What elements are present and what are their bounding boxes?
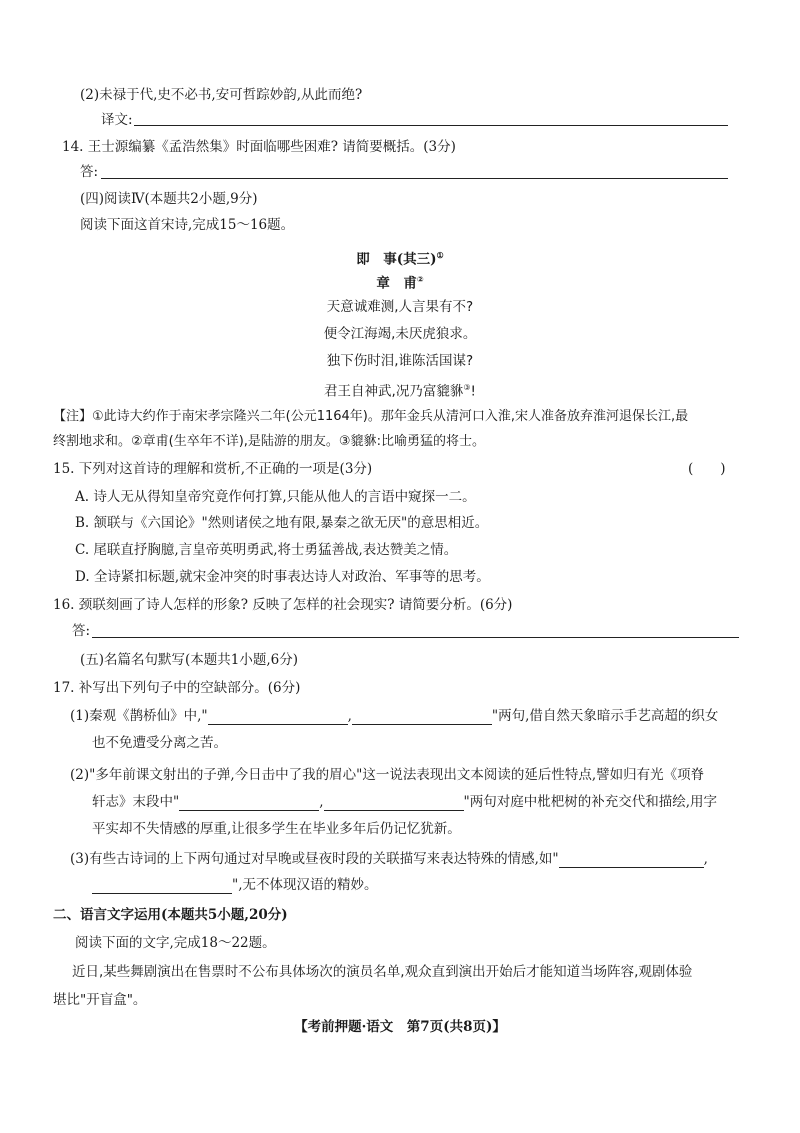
- q17-2-blank-2[interactable]: [324, 796, 464, 811]
- q17-1-prefix: (1)秦观《鹊桥仙》中,": [70, 708, 208, 724]
- notes-line-2: 终割地求和。②章甫(生卒年不详),是陆游的朋友。③貔貅:比喻勇猛的将士。: [53, 434, 485, 449]
- poem-title-text: 即 事(其三): [356, 251, 437, 268]
- q17-2-line-1: (2)"多年前课文射出的子弹,今日击中了我的眉心"这一说法表现出文本阅读的延后性特点,譬如归有光《项脊: [70, 767, 705, 783]
- q17-2-comma: ,: [319, 794, 324, 810]
- part2-paragraph-line-2: 堪比"开盲盒"。: [53, 992, 147, 1008]
- poem-line-4-note: ③: [463, 383, 471, 392]
- q17-item-1: [70, 707, 718, 725]
- q17-1-comma: ,: [347, 708, 352, 724]
- translate-label: 译文:: [101, 112, 133, 128]
- part2-paragraph-line-1: 近日,某些舞剧演出在售票时不公布具体场次的演员名单,观众直到演出开始后才能知道当场阵容,观剧体验: [72, 964, 693, 980]
- poem-line-4-end: !: [470, 383, 476, 400]
- q17-item-3: [70, 850, 708, 868]
- q17-3-suffix: ",无不体现汉语的精妙。: [232, 877, 378, 893]
- q13-2-question: (2)未禄于代,史不必书,安可哲踪妙韵,从此而绝?: [80, 87, 363, 103]
- poem-title: [0, 246, 800, 269]
- q17-1-blank-2[interactable]: [352, 710, 492, 725]
- poem-line-1: 天意诚难测,人言果有不?: [326, 299, 474, 315]
- q17-item-2: [92, 793, 717, 811]
- part2-instruction: 阅读下面的文字,完成18～22题。: [75, 935, 276, 951]
- q17-3-comma: ,: [703, 851, 708, 867]
- q17-2-prefix: 轩志》末段中": [92, 794, 180, 810]
- part2-heading: 二、语言文字运用(本题共5小题,20分): [53, 907, 288, 923]
- q17-question: 17. 补写出下列句子中的空缺部分。(6分): [53, 680, 301, 696]
- q17-2-continuation: 平实却不失情感的厚重,让很多学生在毕业多年后仍记忆犹新。: [92, 821, 461, 837]
- poem-author: [0, 271, 800, 293]
- section4-heading: (四)阅读Ⅳ(本题共2小题,9分): [80, 191, 258, 207]
- q16-question: 16. 颈联刻画了诗人怎样的形象? 反映了怎样的社会现实? 请简要分析。(6分): [53, 597, 513, 613]
- poem-author-note: ②: [416, 275, 424, 284]
- q16-answer-label: 答:: [72, 623, 91, 639]
- translate-answer-line[interactable]: [134, 125, 728, 126]
- q17-2-blank-1[interactable]: [179, 796, 319, 811]
- q17-3-blank-2[interactable]: [92, 879, 232, 894]
- section4-instruction: 阅读下面这首宋诗,完成15～16题。: [80, 217, 295, 233]
- q17-1-blank-1[interactable]: [208, 710, 348, 725]
- q15-option-a: A. 诗人无从得知皇帝究竟作何打算,只能从他人的言语中窥探一二。: [75, 489, 476, 505]
- poem-author-text: 章 甫: [376, 275, 417, 292]
- poem-line-4: [0, 379, 800, 401]
- q15-option-d: D. 全诗紧扣标题,就宋金冲突的时事表达诗人对政治、军事等的思考。: [75, 569, 490, 585]
- notes-line-1: 【注】①此诗大约作于南宋孝宗隆兴二年(公元1164年)。那年金兵从清河口入淮,宋人准备放弃淮河退保长江,最: [53, 409, 689, 424]
- q17-3-line-2: [92, 876, 378, 894]
- q15-option-b: B. 颔联与《六国论》"然则诸侯之地有限,暴秦之欲无厌"的意思相近。: [75, 515, 489, 531]
- poem-title-note: ①: [436, 250, 444, 260]
- q15-option-c: C. 尾联直抒胸臆,言皇帝英明勇武,将士勇猛善战,表达赞美之情。: [75, 542, 458, 558]
- q17-2-suffix: "两句对庭中枇杷树的补充交代和描绘,用字: [463, 794, 718, 810]
- q15-question: 15. 下列对这首诗的理解和赏析,不正确的一项是(3分): [53, 461, 373, 477]
- page-footer: 【考前押题·语文 第7页(共8页)】: [294, 1019, 506, 1035]
- q14-question: 14. 王士源编纂《孟浩然集》时面临哪些困难? 请简要概括。(3分): [62, 139, 456, 155]
- q14-answer-label: 答:: [80, 164, 99, 180]
- q17-1-suffix: "两句,借自然天象暗示手艺高超的织女: [491, 708, 719, 724]
- q16-answer-line[interactable]: [92, 637, 739, 638]
- q17-3-prefix: (3)有些古诗词的上下两句通过对早晚或昼夜时段的关联描写来表达特殊的情感,如": [70, 851, 559, 867]
- poem-line-4-text: 君王自神武,况乃富貔貅: [324, 383, 464, 400]
- q17-1-continuation: 也不免遭受分离之苦。: [92, 735, 227, 751]
- q14-answer-line[interactable]: [101, 178, 728, 179]
- section5-heading: (五)名篇名句默写(本题共1小题,6分): [80, 652, 299, 668]
- q15-answer-paren[interactable]: ( ): [688, 461, 726, 477]
- poem-line-2: 便令江海竭,未厌虎狼求。: [323, 326, 477, 342]
- poem-line-3: 独下伤时泪,谁陈活国谋?: [326, 353, 474, 369]
- q17-3-blank-1[interactable]: [559, 853, 704, 868]
